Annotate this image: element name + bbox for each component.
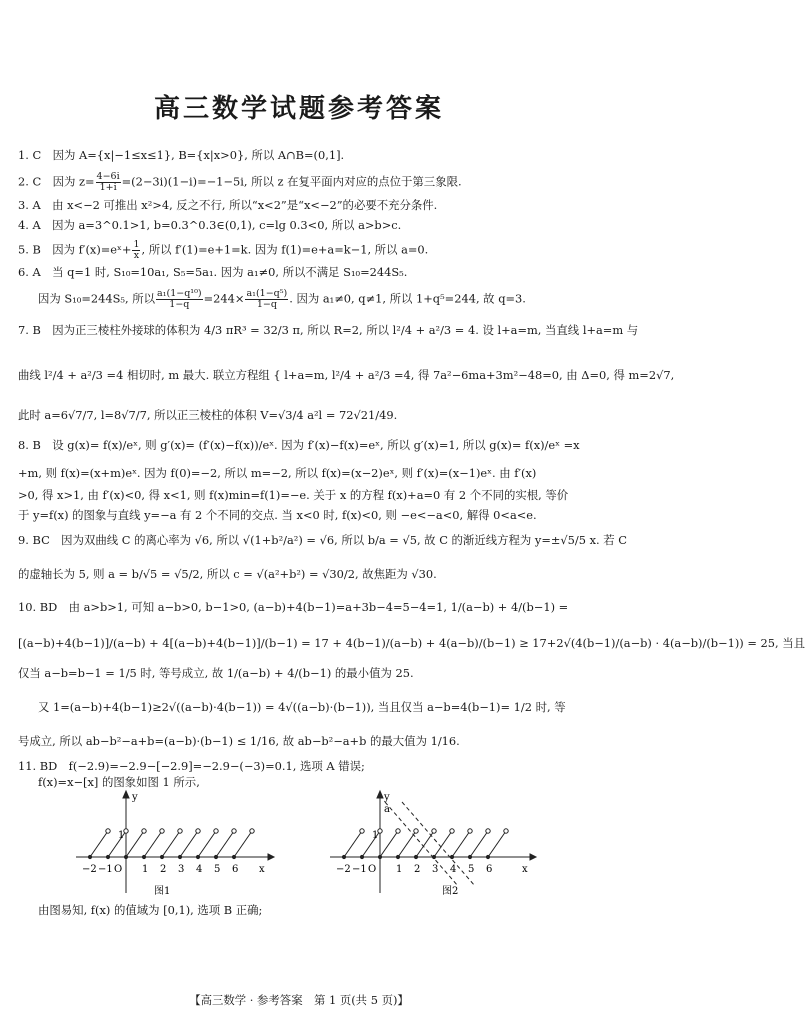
answer-10-end: 号成立, 所以 ab−b²−a+b=(a−b)·(b−1) ≤ 1/16, 故 ab−b²−a+b 的最大值为 1/16. — [18, 734, 460, 748]
answer-8: 8. B 设 g(x)= f(x)/eˣ, 则 g′(x)= (f′(x)−f(x))/eˣ. 因为 f′(x)−f(x)=eˣ, 所以 g′(x)=1, 所以 g(x)= f(x)/eˣ =x — [18, 438, 580, 452]
closed-point — [450, 855, 453, 858]
x-tick: −1 — [98, 864, 113, 875]
x-tick: O — [114, 864, 123, 875]
x-tick: −1 — [352, 864, 367, 875]
x-tick: 4 — [450, 864, 457, 875]
a-label: a — [384, 804, 390, 815]
x-tick: 6 — [486, 864, 493, 875]
figure-2-graph — [330, 788, 540, 900]
answer-2: 2. C 因为 z= $\frac{4-6i}{1+i}$ =(2−3i)(1−i)=−1−5i, 所以 z 在复平面内对应的点位于第三象限. — [18, 171, 462, 193]
answer-9-end: 的虚轴长为 5, 则 a = b/√5 = √5/2, 所以 c = √(a²+b²) = √30/2, 故焦距为 √30. — [18, 567, 437, 581]
open-point — [160, 829, 164, 833]
answer-10-cont1: [(a−b)+4(b−1)]/(a−b) + 4[(a−b)+4(b−1)]/(b−1) = 17 + 4(b−1)/(a−b) + 4(a−b)/(b−1) ≥ 17+2√(4(b−1)/(a−b) · 4(a−b)/(b−1)) = 25, 当且 — [18, 636, 805, 650]
graph-segment — [162, 831, 180, 857]
closed-point — [214, 855, 217, 858]
open-point — [106, 829, 110, 833]
closed-point — [178, 855, 181, 858]
fraction: $\frac{\text{a₁(1−q¹⁰)}}{1-q}$ — [157, 288, 202, 310]
open-point — [468, 829, 472, 833]
graph-segment — [452, 831, 470, 857]
open-point — [414, 829, 418, 833]
x-tick: 2 — [414, 864, 421, 875]
closed-point — [414, 855, 417, 858]
answer-8-end: 于 y=f(x) 的图象与直线 y=−a 有 2 个不同的交点. 当 x<0 时, f(x)<0, 则 −e<−a<0, 解得 0<a<e. — [18, 508, 537, 522]
x-tick-labels — [82, 864, 238, 875]
open-point — [360, 829, 364, 833]
graph-segment — [434, 831, 452, 857]
closed-point — [124, 855, 127, 858]
graph-segment — [216, 831, 234, 857]
fraction: $\frac{4-6i}{1+i}$ — [96, 171, 120, 193]
y-tick-one: 1 — [372, 830, 379, 841]
figure-1-graph — [76, 788, 276, 898]
x-tick: 6 — [232, 864, 239, 875]
closed-point — [88, 855, 91, 858]
graph-segment — [488, 831, 506, 857]
answer-10-cont2: 仅当 a−b=b−1 = 1/5 时, 等号成立, 故 1/(a−b) + 4/(b−1) 的最小值为 25. — [18, 666, 414, 680]
answer-6: 6. A 当 q=1 时, S₁₀=10a₁, S₅=5a₁. 因为 a₁≠0, 所以不满足 S₁₀=244S₅. — [18, 265, 408, 279]
closed-point — [360, 855, 363, 858]
y-tick-one: 1 — [118, 830, 125, 841]
x-tick: O — [368, 864, 377, 875]
graph-segment — [126, 831, 144, 857]
fraction: $\frac{1}{x}$ — [133, 239, 140, 261]
open-point — [450, 829, 454, 833]
answer-10-cont3: 又 1=(a−b)+4(b−1)≥2√((a−b)·4(b−1)) = 4√((a−b)·(b−1)), 当且仅当 a−b=4(b−1)= 1/2 时, 等 — [38, 700, 566, 714]
graph-segment — [90, 831, 108, 857]
graph-segment — [234, 831, 252, 857]
open-point — [214, 829, 218, 833]
graph-segment — [144, 831, 162, 857]
x-tick: −2 — [336, 864, 351, 875]
answer-10: 10. BD 由 a>b>1, 可知 a−b>0, b−1>0, (a−b)+4(b−1)=a+3b−4=5−4=1, 1/(a−b) + 4/(b−1) = — [18, 600, 569, 614]
y-axis-label: y — [384, 792, 390, 803]
open-point — [250, 829, 254, 833]
graph-segment — [380, 831, 398, 857]
closed-point — [486, 855, 489, 858]
closed-point — [396, 855, 399, 858]
answer-11-cont: f(x)=x−[x] 的图象如图 1 所示, — [38, 775, 200, 789]
open-point — [124, 829, 128, 833]
closed-point — [196, 855, 199, 858]
x-tick: 5 — [468, 864, 475, 875]
closed-point — [232, 855, 235, 858]
x-tick: 1 — [396, 864, 403, 875]
x-axis-label: x — [259, 864, 265, 875]
graph-segment — [344, 831, 362, 857]
open-point — [486, 829, 490, 833]
closed-point — [378, 855, 381, 858]
y-axis-label: y — [132, 792, 138, 803]
answer-9: 9. BC 因为双曲线 C 的离心率为 √6, 所以 √(1+b²/a²) = √6, 所以 b/a = √5, 故 C 的渐近线方程为 y=±√5/5 x. 若 C — [18, 533, 628, 547]
x-tick: 1 — [142, 864, 149, 875]
x-axis-label: x — [522, 864, 528, 875]
x-tick: 4 — [196, 864, 203, 875]
closed-point — [160, 855, 163, 858]
x-tick: 5 — [214, 864, 221, 875]
answer-8-cont2: >0, 得 x>1, 由 f′(x)<0, 得 x<1, 则 f(x)min=f(1)=−e. 关于 x 的方程 f(x)+a=0 有 2 个不同的实根, 等价 — [18, 488, 569, 502]
closed-point — [342, 855, 345, 858]
x-tick: 2 — [160, 864, 167, 875]
figure-caption: 图2 — [442, 886, 459, 897]
open-point — [232, 829, 236, 833]
answer-8-cont1: +m, 则 f(x)=(x+m)eˣ. 因为 f(0)=−2, 所以 m=−2, 所以 f(x)=(x−2)eˣ, 则 f′(x)=(x−1)eˣ. 由 f′(x) — [18, 466, 537, 480]
graph-segment — [470, 831, 488, 857]
closed-point — [106, 855, 109, 858]
answer-3: 3. A 由 x<−2 可推出 x²>4, 反之不行, 所以“x<2”是“x<−2”的必要不充分条件. — [18, 198, 438, 212]
answer-11-end: 由图易知, f(x) 的值域为 [0,1), 选项 B 正确; — [38, 903, 263, 917]
page-title: 高三数学试题参考答案 — [153, 94, 444, 124]
answer-7: 7. B 因为正三棱柱外接球的体积为 4/3 πR³ = 32/3 π, 所以 R=2, 所以 l²/4 + a²/3 = 4. 设 l+a=m, 当直线 l+a=m 与 — [18, 323, 639, 337]
answer-4: 4. A 因为 a=3^0.1>1, b=0.3^0.3∈(0,1), c=lg 0.3<0, 所以 a>b>c. — [18, 218, 402, 232]
answer-7-end: 此时 a=6√7/7, l=8√7/7, 所以正三棱柱的体积 V=√3/4 a²l = 72√21/49. — [18, 408, 398, 422]
graph-segment — [180, 831, 198, 857]
open-point — [178, 829, 182, 833]
open-point — [432, 829, 436, 833]
answer-1: 1. C 因为 A={x|−1≤x≤1}, B={x|x>0}, 所以 A∩B=(0,1]. — [18, 148, 345, 162]
answer-6-cont: 因为 S₁₀=244S₅, 所以 $\frac{\text{a₁(1−q¹⁰)}}{1-q}$ =244× $\frac{\text{a₁(1−q⁵)}}{1-q}$ . 因为 a₁≠0, q≠1, 所以 1+q⁵=244, 故 q=3. — [38, 288, 526, 310]
page-footer: 【高三数学 · 参考答案 第 1 页(共 5 页)】 — [189, 993, 409, 1007]
open-point — [504, 829, 508, 833]
graph-segment — [416, 831, 434, 857]
open-point — [142, 829, 146, 833]
x-tick: −2 — [82, 864, 97, 875]
open-point — [378, 829, 382, 833]
answer-11: 11. BD f(−2.9)=−2.9−[−2.9]=−2.9−(−3)=0.1, 选项 A 错误; — [18, 759, 365, 773]
x-tick-labels — [336, 864, 492, 875]
closed-point — [142, 855, 145, 858]
fraction: $\frac{\text{a₁(1−q⁵)}}{1-q}$ — [246, 288, 288, 310]
x-tick: 3 — [432, 864, 439, 875]
open-point — [196, 829, 200, 833]
x-tick: 3 — [178, 864, 185, 875]
graph-segment — [198, 831, 216, 857]
closed-point — [468, 855, 471, 858]
answer-5: 5. B 因为 f′(x)=eˣ+ $\frac{1}{x}$ , 所以 f′(1)=e+1=k. 因为 f(1)=e+a=k−1, 所以 a=0. — [18, 239, 429, 261]
answer-7-cont: 曲线 l²/4 + a²/3 =4 相切时, m 最大. 联立方程组 { l+a=m, l²/4 + a²/3 =4, 得 7a²−6ma+3m²−48=0, 由 Δ=0, 得 m=2√7, — [18, 368, 675, 382]
figure-caption: 图1 — [154, 886, 171, 897]
open-point — [396, 829, 400, 833]
